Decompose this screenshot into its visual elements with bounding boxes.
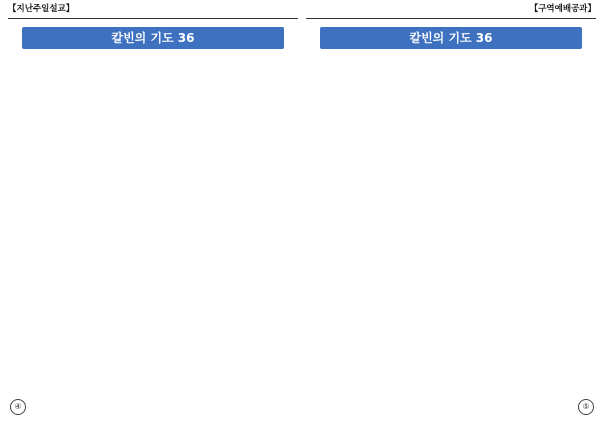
right-prayer-english <box>320 238 582 396</box>
right-header-rule <box>306 18 596 19</box>
right-header-series: 【구역예배공과】 <box>529 4 596 14</box>
left-header-rule <box>8 18 298 19</box>
left-page <box>8 0 298 424</box>
left-running-header <box>8 2 298 16</box>
left-prayer-title: 칼빈의 기도 36 <box>22 27 284 49</box>
left-prayer-korean <box>22 54 284 226</box>
left-prayer-english <box>22 236 284 396</box>
left-header-series: 【지난주일설교】 <box>8 4 75 14</box>
left-page-number: ④ <box>10 399 26 415</box>
right-prayer-korean <box>320 54 582 230</box>
right-running-header <box>306 2 596 16</box>
right-page <box>306 0 596 424</box>
right-page-number: ⑤ <box>578 399 594 415</box>
right-prayer-title: 칼빈의 기도 36 <box>320 27 582 49</box>
